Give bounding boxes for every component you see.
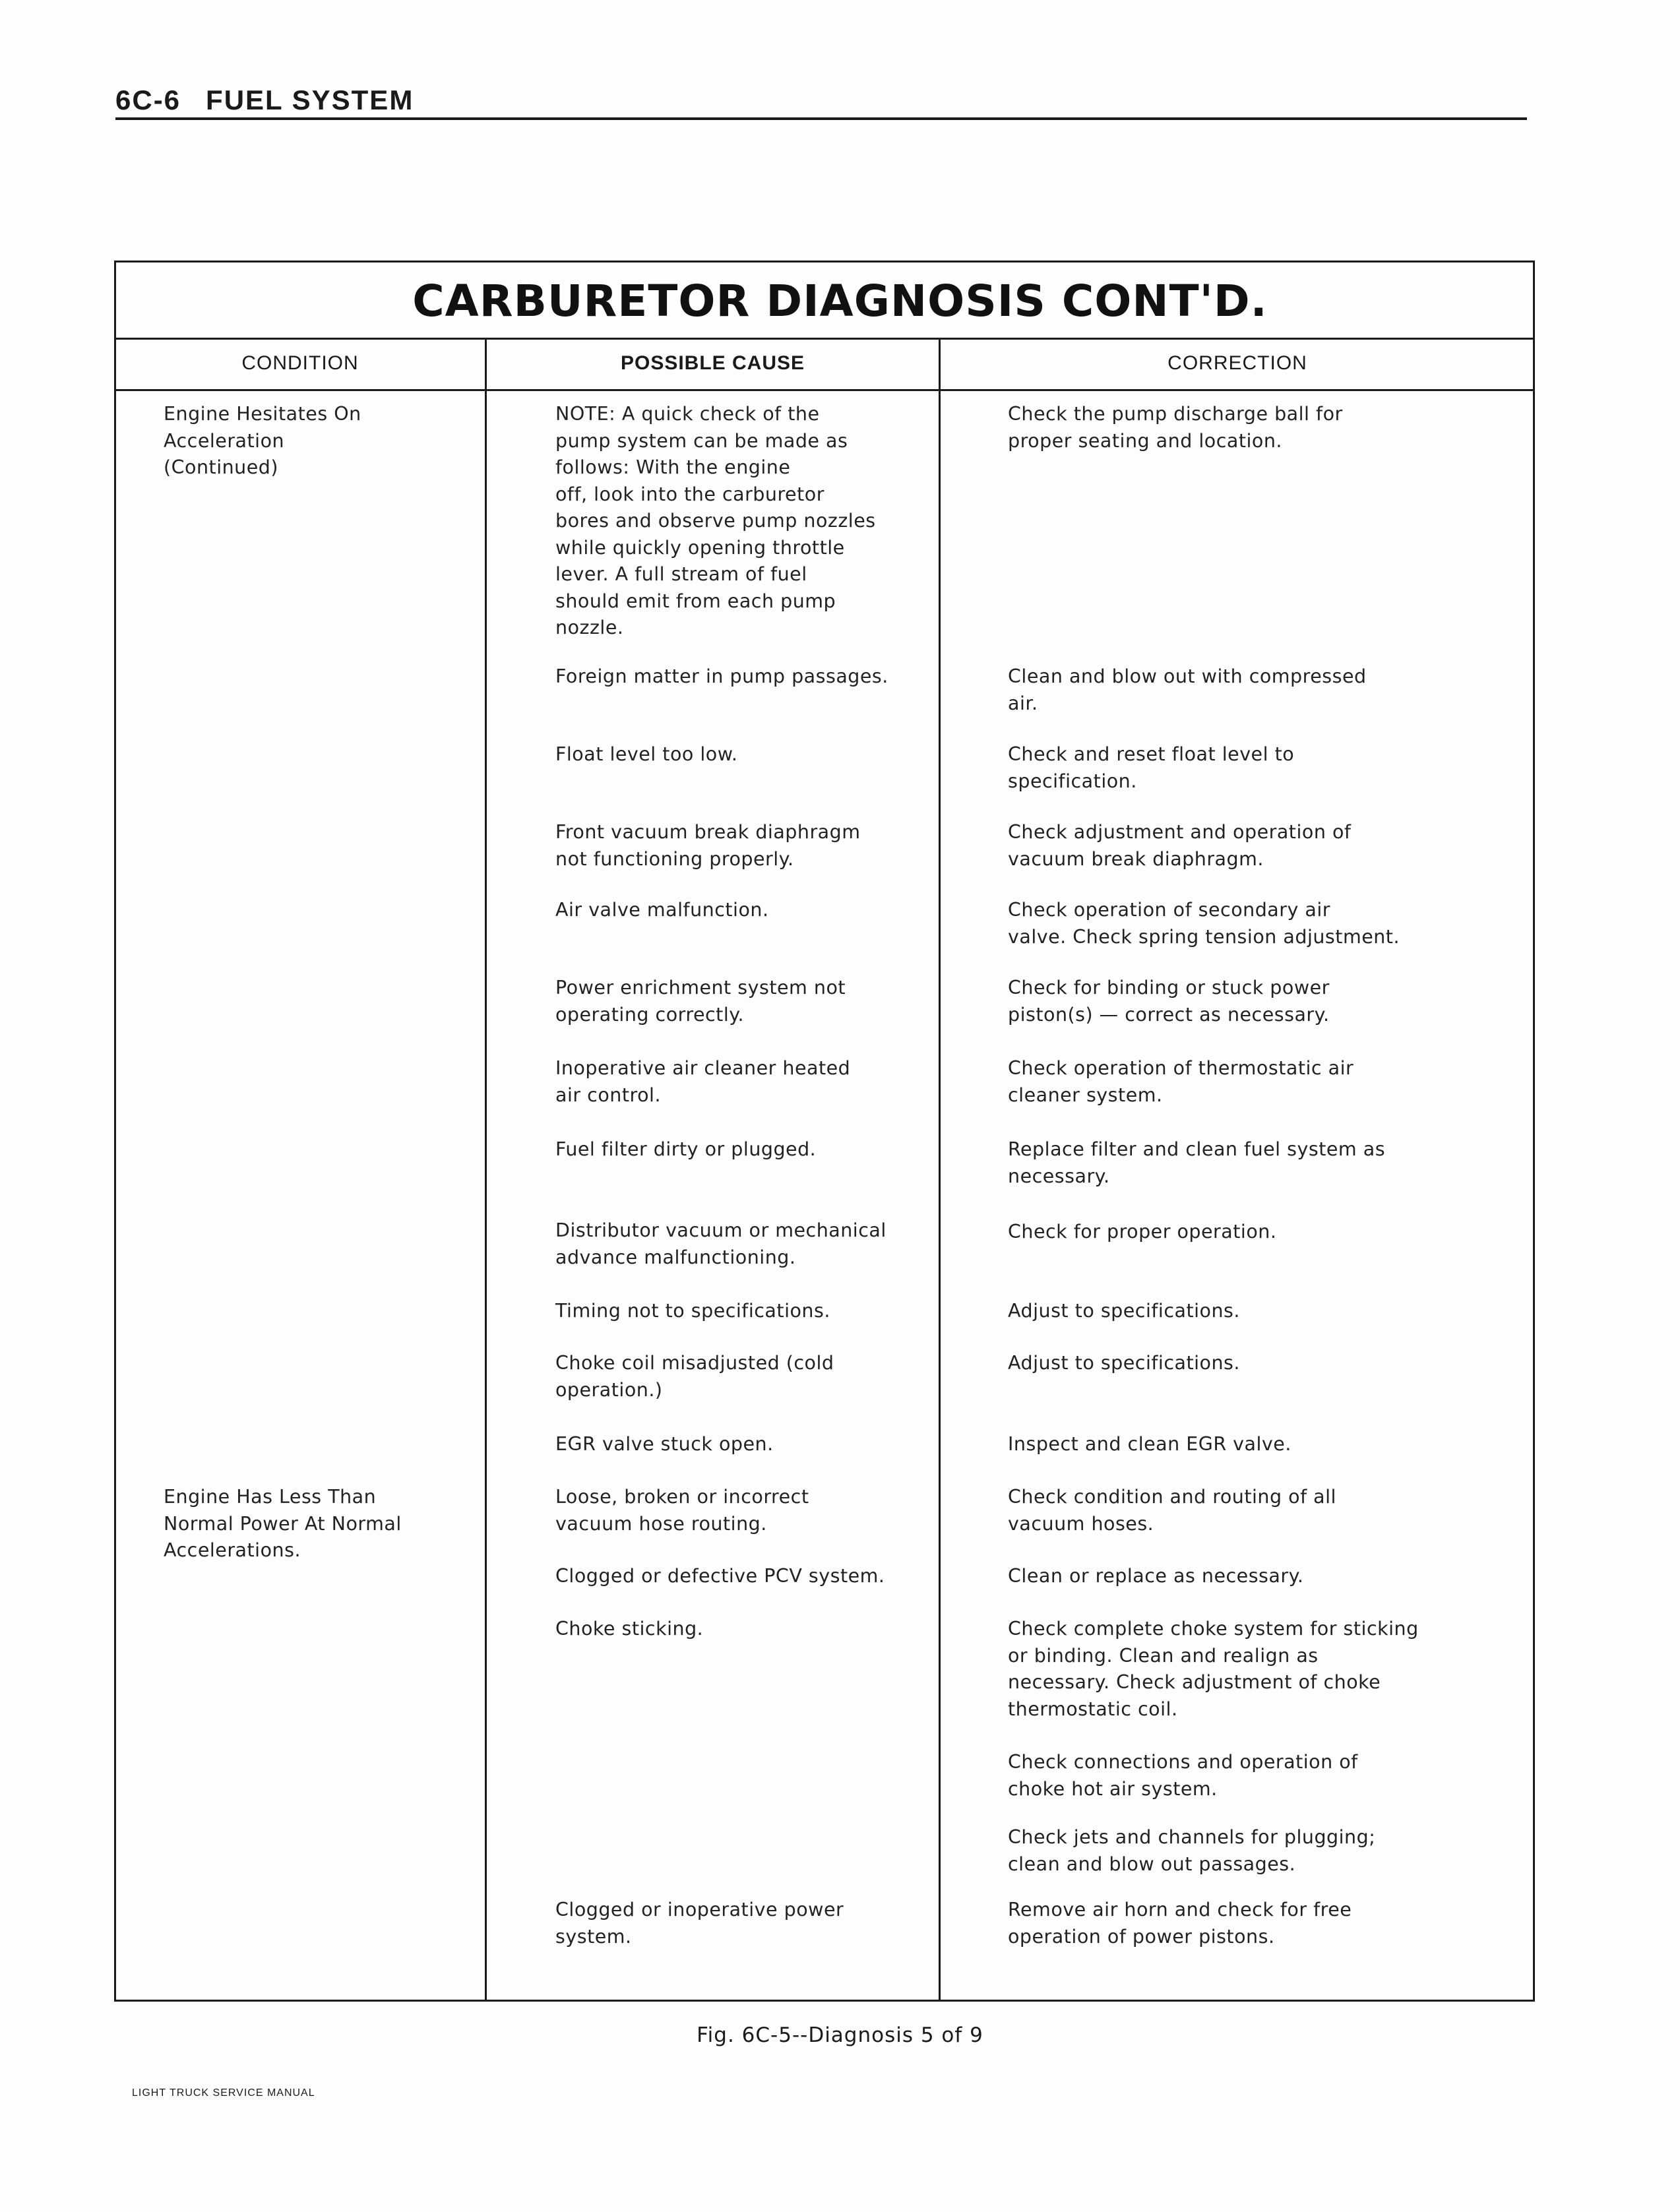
page-header [115,84,1527,116]
column-divider-1 [485,338,487,2002]
correction-cell: Check operation of thermostatic air cleaner system. [1008,1057,1354,1106]
cause-cell: Power enrichment system not operating correctly. [555,977,846,1026]
correction-cell: Check adjustment and operation of vacuum break diaphragm. [1008,821,1352,870]
cause-cell: Float level too low. [555,743,738,765]
cause-cell: NOTE: A quick check of the pump system can be made as follows: With the engine off, look into the carburetor bores and observe pump nozzles while quickly opening throttle lever. A full stream of fuel should emit from each pump nozzle. [555,403,876,638]
correction-cell: Check connections and operation of choke hot air system. [1008,1751,1358,1800]
table-title: CARBURETOR DIAGNOSIS CONT'D. [412,276,1268,326]
correction-cell: Clean and blow out with compressed air. [1008,665,1367,714]
condition-cell: Engine Hesitates On Acceleration (Continued) [164,403,361,478]
cause-cell: Air valve malfunction. [555,899,769,921]
correction-cell: Inspect and clean EGR valve. [1008,1433,1291,1455]
cause-cell: Fuel filter dirty or plugged. [555,1138,817,1160]
cause-cell: Clogged or defective PCV system. [555,1565,885,1587]
title-divider [114,338,1535,340]
section-title: FUEL SYSTEM [206,84,414,115]
correction-header: CORRECTION [1167,352,1307,374]
cause-cell: Inoperative air cleaner heated air control. [555,1057,851,1106]
cause-cell: Distributor vacuum or mechanical advance malfunctioning. [555,1219,887,1268]
cause-header: POSSIBLE CAUSE [620,352,805,374]
page-footer: LIGHT TRUCK SERVICE MANUAL [132,2087,315,2099]
correction-cell: Adjust to specifications. [1008,1300,1240,1322]
cause-cell: Front vacuum break diaphragm not functioning properly. [555,821,861,870]
header-divider [114,389,1535,391]
correction-cell: Check complete choke system for sticking or binding. Clean and realign as necessary. Check adjustment of choke thermostatic coil. [1008,1618,1419,1720]
column-divider-2 [939,338,941,2002]
header-rule [115,117,1527,120]
condition-header: CONDITION [241,352,359,374]
condition-cell: Engine Has Less Than Normal Power At Normal Accelerations. [164,1486,402,1561]
figure-caption: Fig. 6C-5--Diagnosis 5 of 9 [697,2023,983,2047]
cause-cell: Timing not to specifications. [555,1300,830,1322]
correction-cell: Check the pump discharge ball for proper seating and location. [1008,403,1343,452]
correction-cell: Check condition and routing of all vacuum hoses. [1008,1486,1336,1535]
correction-cell: Adjust to specifications. [1008,1352,1240,1374]
cause-cell: Loose, broken or incorrect vacuum hose routing. [555,1486,809,1535]
cause-cell: EGR valve stuck open. [555,1433,774,1455]
correction-cell: Check for proper operation. [1008,1221,1277,1243]
correction-cell: Check operation of secondary air valve. Check spring tension adjustment. [1008,899,1400,948]
correction-cell: Remove air horn and check for free operation of power pistons. [1008,1899,1352,1948]
correction-cell: Replace filter and clean fuel system as necessary. [1008,1138,1386,1187]
cause-cell: Clogged or inoperative power system. [555,1899,844,1948]
cause-cell: Choke sticking. [555,1618,704,1640]
correction-cell: Check jets and channels for plugging; clean and blow out passages. [1008,1826,1376,1875]
correction-cell: Clean or replace as necessary. [1008,1565,1304,1587]
section-number: 6C-6 [115,84,181,115]
correction-cell: Check and reset float level to specification. [1008,743,1295,792]
correction-cell: Check for binding or stuck power piston(s) — correct as necessary. [1008,977,1330,1026]
cause-cell: Foreign matter in pump passages. [555,665,888,687]
cause-cell: Choke coil misadjusted (cold operation.) [555,1352,834,1401]
